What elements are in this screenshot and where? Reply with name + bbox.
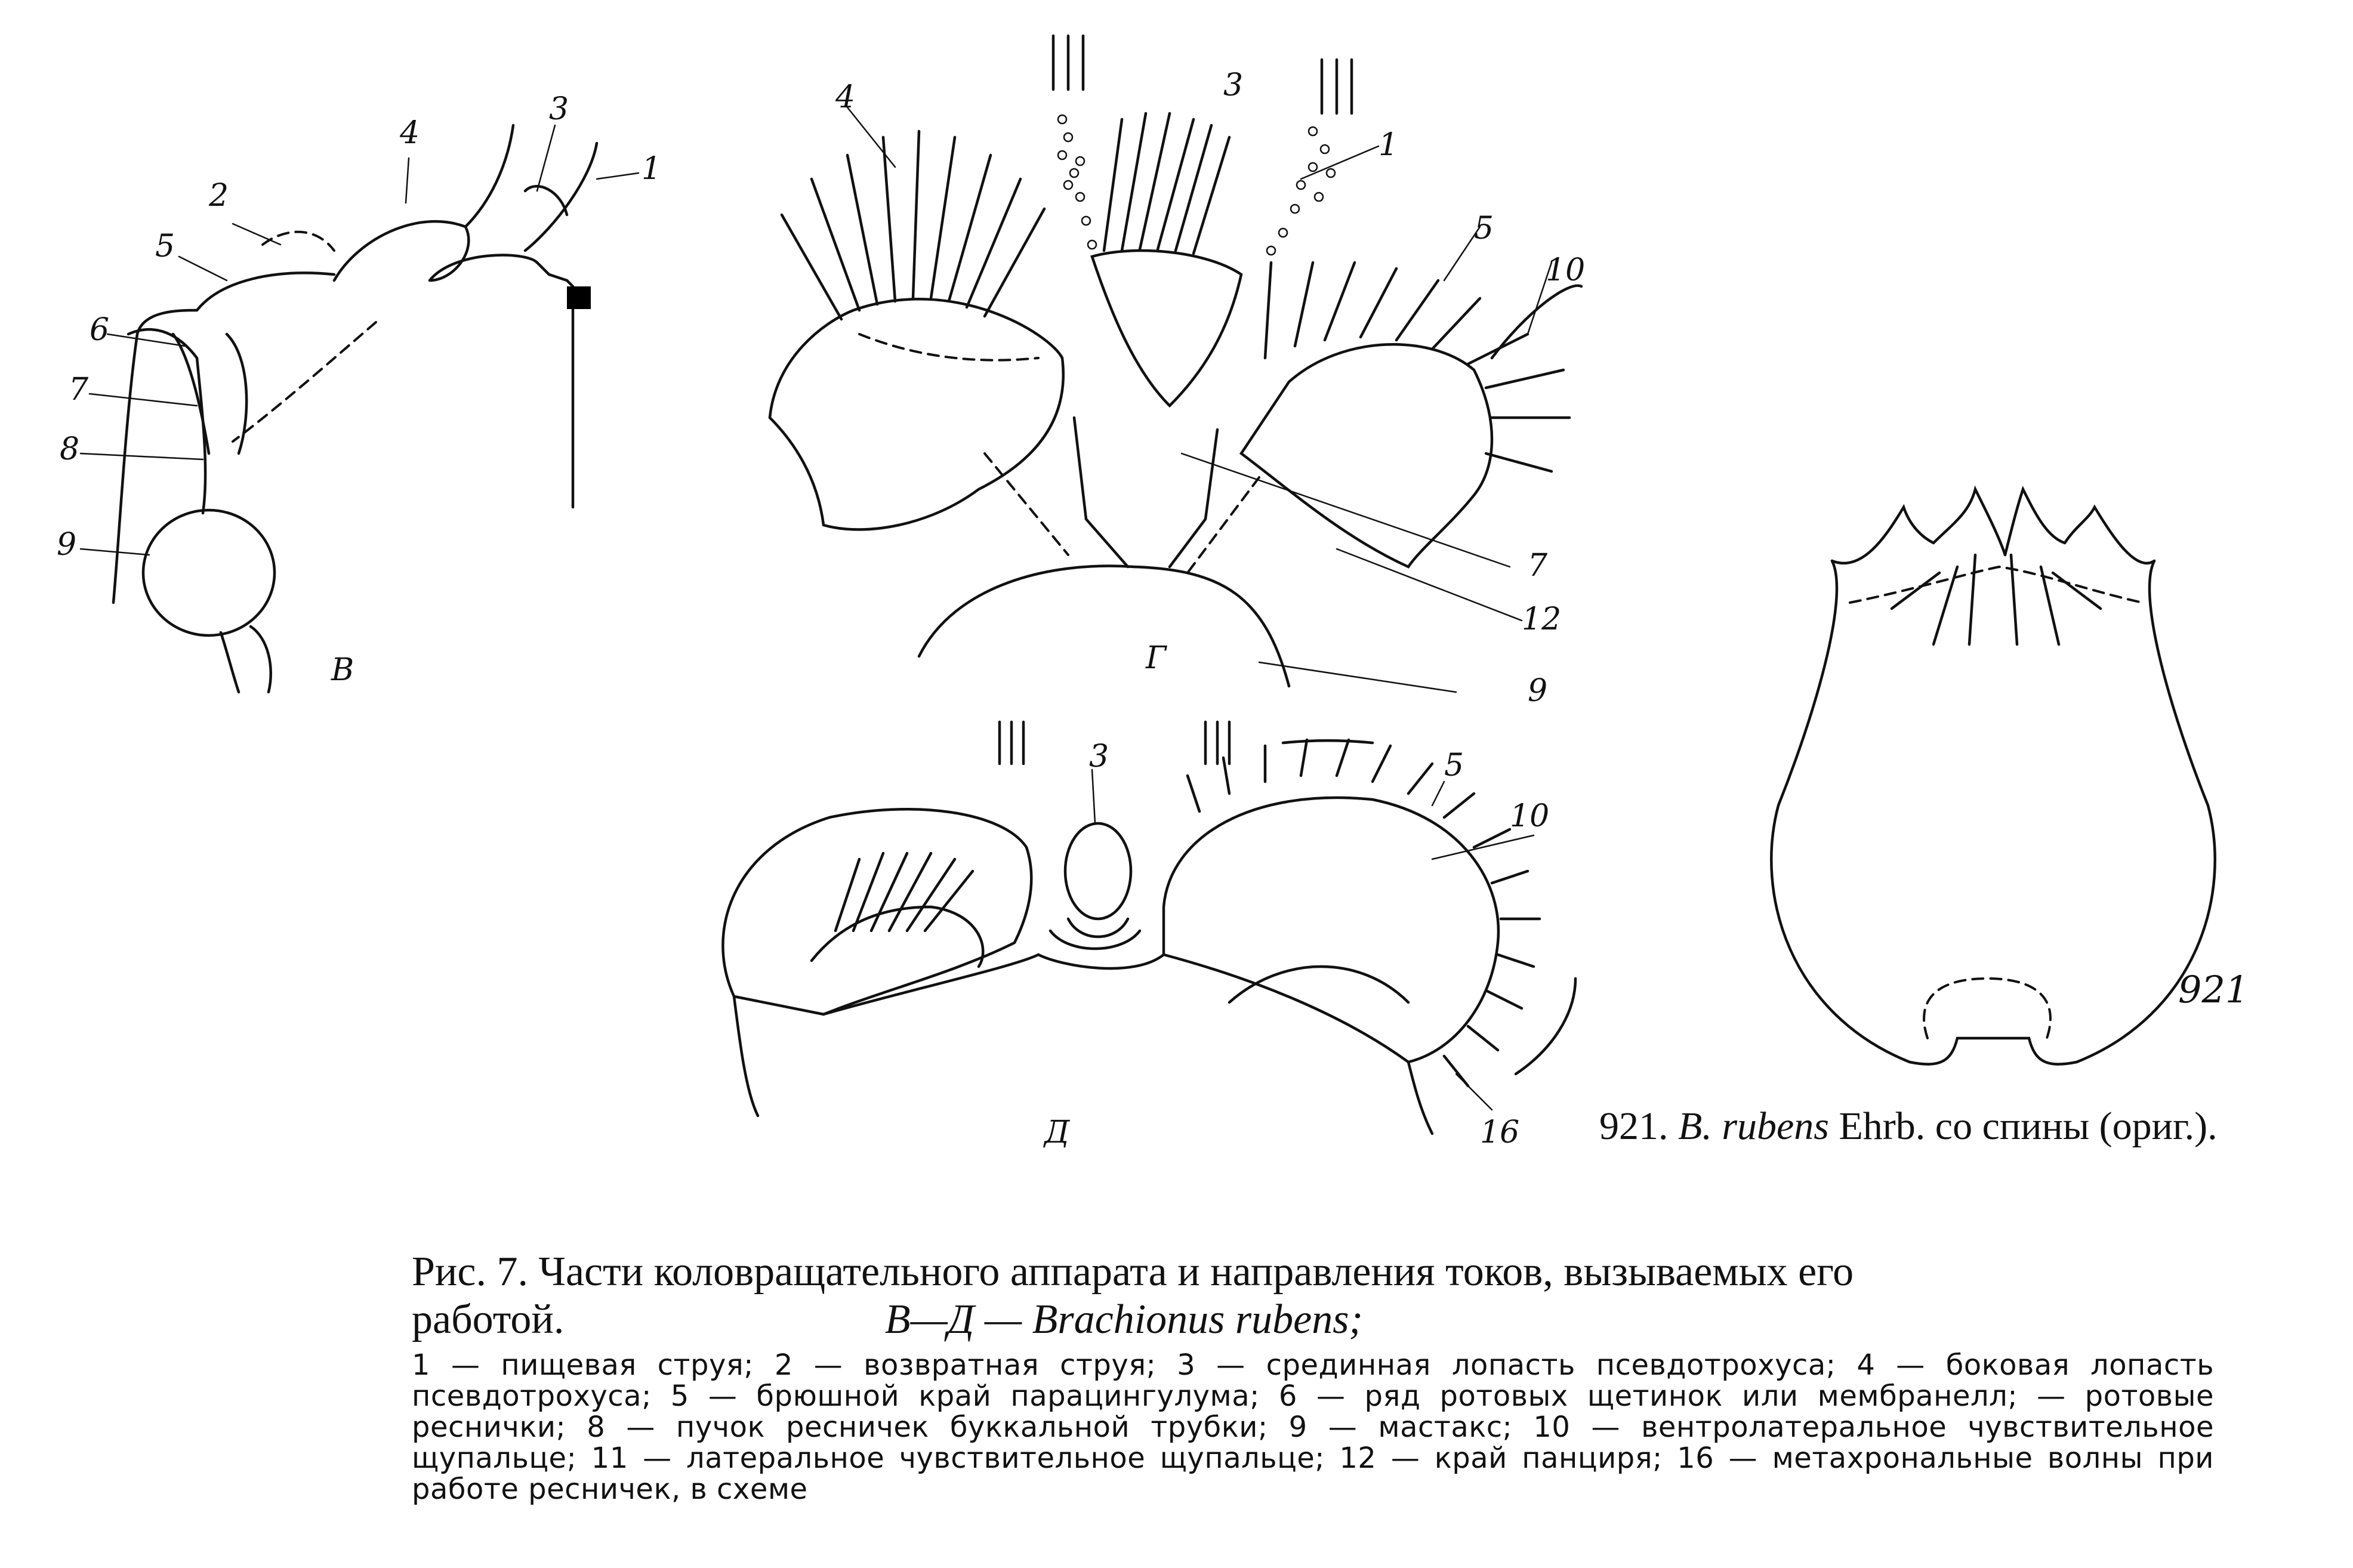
callout-g-7: 7: [1528, 548, 1548, 584]
figure-caption-legend: 1 — пищевая струя; 2 — возвратная струя; 3 — срединная лопасть псевдотрохуса; 4 — боковая лопасть псевдотрохуса; 5 — брюшной край парацингулума; 6 — ряд ротовых щетинок или мембранелл; — ротовые реснички; 8 — пучок ресничек буккальной трубки; 9 — мастакс; 10 — вентролатеральное чувствительное щупальце; 11 — латеральное чувствительное щупальце; 12 — край панциря; 16 — метахрональные волны при работе ресничек, в схеме: [412, 1348, 2214, 1506]
panel-v-drawing: [81, 125, 639, 692]
fig-921-drawing: [1771, 489, 2215, 1064]
caption-title-line2-start: работой.: [412, 1297, 565, 1342]
fig-921-caption-rest: со спины (ориг.).: [1935, 1104, 2218, 1148]
fig-921-caption: [1599, 1104, 2218, 1149]
callout-v-9: 9: [57, 527, 77, 563]
panel-g-drawing: [770, 36, 1581, 692]
callout-g-9: 9: [1528, 673, 1548, 709]
callout-d-3: 3: [1089, 739, 1109, 774]
callout-g-5: 5: [1474, 211, 1494, 246]
callout-g-4: 4: [835, 79, 856, 115]
caption-title-line1: Рис. 7. Части коловращательного аппарата и направления токов, вызываемых его: [412, 1249, 1854, 1295]
callout-v-5: 5: [155, 229, 175, 264]
callout-d-5: 5: [1444, 748, 1464, 783]
panel-d-drawing: [723, 722, 1575, 1134]
callout-g-12: 12: [1522, 601, 1562, 637]
callout-v-3: 3: [549, 91, 569, 127]
panel-g-label: Г: [1146, 640, 1167, 676]
figure-caption-title: [412, 1248, 2214, 1344]
fig-921-caption-species: B. rubens: [1678, 1104, 1829, 1148]
callout-v-6: 6: [90, 312, 110, 348]
caption-title-species: В—Д — Brachionus rubens;: [884, 1297, 1363, 1342]
fig-921-caption-author: Ehrb.: [1839, 1104, 1926, 1148]
panel-v-label: В: [331, 652, 354, 688]
callout-v-2: 2: [209, 178, 229, 214]
callout-g-10: 10: [1546, 252, 1586, 288]
fig-921-label: 921: [2178, 968, 2249, 1011]
callout-d-10: 10: [1510, 798, 1550, 834]
callout-v-1: 1: [642, 151, 662, 187]
fig-921-caption-number: 921.: [1599, 1104, 1669, 1148]
callout-g-3: 3: [1223, 67, 1244, 103]
callout-v-7: 7: [69, 372, 89, 408]
callout-g-1: 1: [1379, 127, 1399, 163]
panel-d-label: Д: [1044, 1115, 1070, 1150]
callout-v-8: 8: [60, 431, 80, 467]
callout-v-4: 4: [400, 115, 420, 151]
callout-d-16: 16: [1480, 1115, 1520, 1150]
